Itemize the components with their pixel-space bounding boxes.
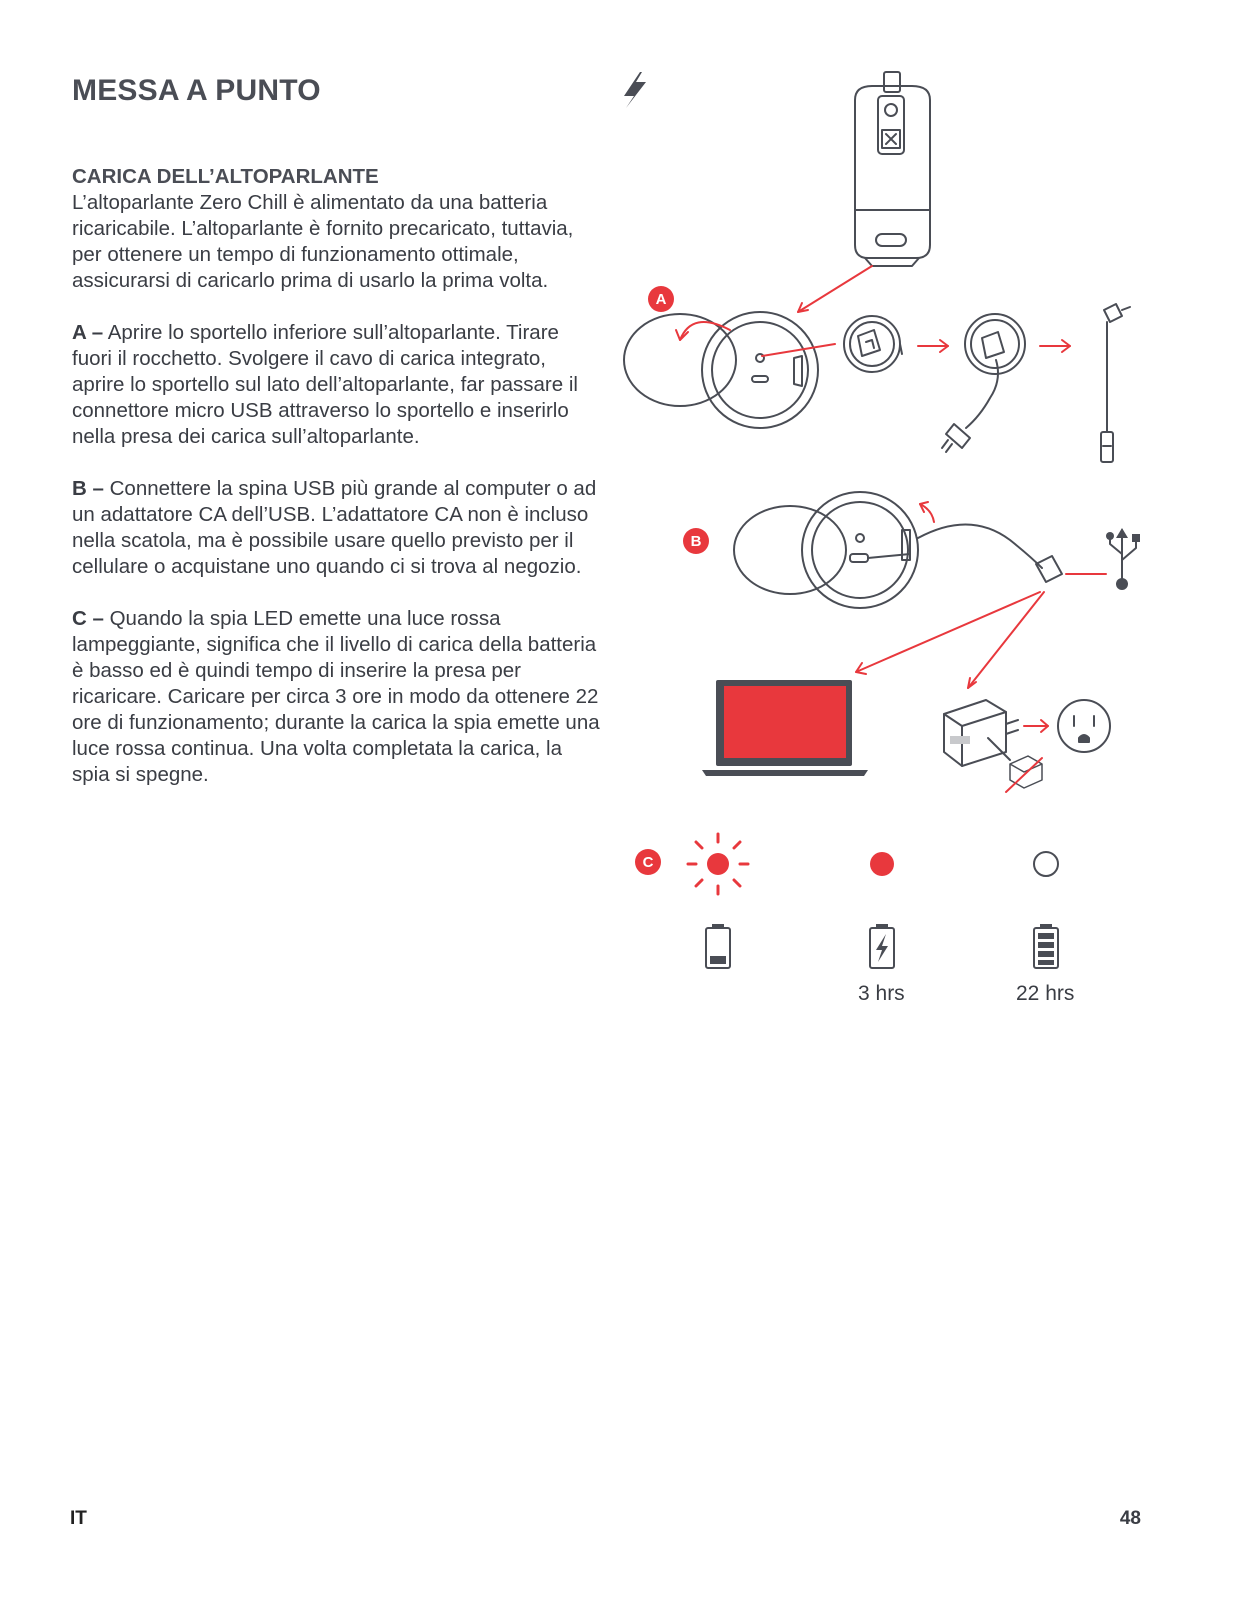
- spool-unwound: [942, 314, 1025, 452]
- badge-c: C: [635, 849, 661, 875]
- footer-page-number: 48: [1119, 1508, 1141, 1529]
- led-blinking-icon: [688, 834, 748, 894]
- speaker-base-with-cable: [734, 492, 1062, 608]
- step-a: [72, 320, 602, 450]
- badge-a: A: [648, 286, 674, 312]
- battery-charging-icon: [870, 924, 894, 968]
- step-c-letter: C –: [72, 607, 104, 630]
- wall-outlet-icon: [1058, 700, 1110, 752]
- laptop-icon: [702, 680, 868, 776]
- step-b-letter: B –: [72, 477, 104, 500]
- led-solid-icon: [870, 852, 894, 876]
- battery-full-icon: [1034, 924, 1058, 968]
- badge-b: B: [683, 528, 709, 554]
- arrow-speaker-to-base: [798, 266, 872, 312]
- usb-symbol-icon: [1106, 528, 1140, 590]
- page-title: MESSA A PUNTO: [72, 74, 321, 107]
- intro-text: L’altoparlante Zero Chill è alimentato da una batteria ricaricabile. L’altoparlante è fornito precaricato, tuttavia, per ottenere un tempo di funzionamento ottimale, assicurarsi di caricarlo prima di usarlo la prima volta.: [72, 191, 574, 292]
- led-off-icon: [1034, 852, 1058, 876]
- step-a-letter: A –: [72, 321, 104, 344]
- section-heading: CARICA DELL’ALTOPARLANTE: [72, 165, 379, 188]
- step-b-text: Connettere la spina USB più grande al computer o ad un adattatore CA dell’USB. L’adattatore CA non è incluso nella scatola, ma è possibile usare quello previsto per il cellulare o acquistane uno quando ci si trova al negozio.: [72, 477, 597, 578]
- micro-usb-cable-icon: [1101, 304, 1130, 462]
- step-c-text: Quando la spia LED emette una luce rossa lampeggiante, significa che il livello di carica della batteria è basso ed è quindi tempo di inserire la presa per ricaricare. Caricare per circa 3 ore in modo da ottenere 22 ore di funzionamento; durante la carica la spia emette una luce rossa continua. Una volta completata la carica, la spia si spegne.: [72, 607, 600, 786]
- caption-run-time: 22 hrs: [1016, 982, 1075, 1005]
- step-c: [72, 606, 602, 788]
- charging-illustration: [610, 60, 1190, 1040]
- caption-charging-time: 3 hrs: [858, 982, 905, 1005]
- text-column: [72, 164, 602, 814]
- step-a-text: Aprire lo sportello inferiore sull’altoparlante. Tirare fuori il rocchetto. Svolgere il cavo di carica integrato, aprire lo sportello sul lato dell’altoparlante, far passare il connettore micro USB attraverso lo sportello e inserirlo nella presa dei carica sull’altoparlante.: [72, 321, 578, 448]
- speaker-base-open: [624, 312, 835, 428]
- ac-adapter-icon: [944, 700, 1042, 792]
- speaker-icon: [855, 72, 930, 266]
- spool-icon: [844, 316, 902, 372]
- footer-language: IT: [70, 1508, 87, 1529]
- lightning-icon: [624, 72, 646, 108]
- battery-low-icon: [706, 924, 730, 968]
- intro-block: [72, 164, 602, 294]
- step-b: [72, 476, 602, 580]
